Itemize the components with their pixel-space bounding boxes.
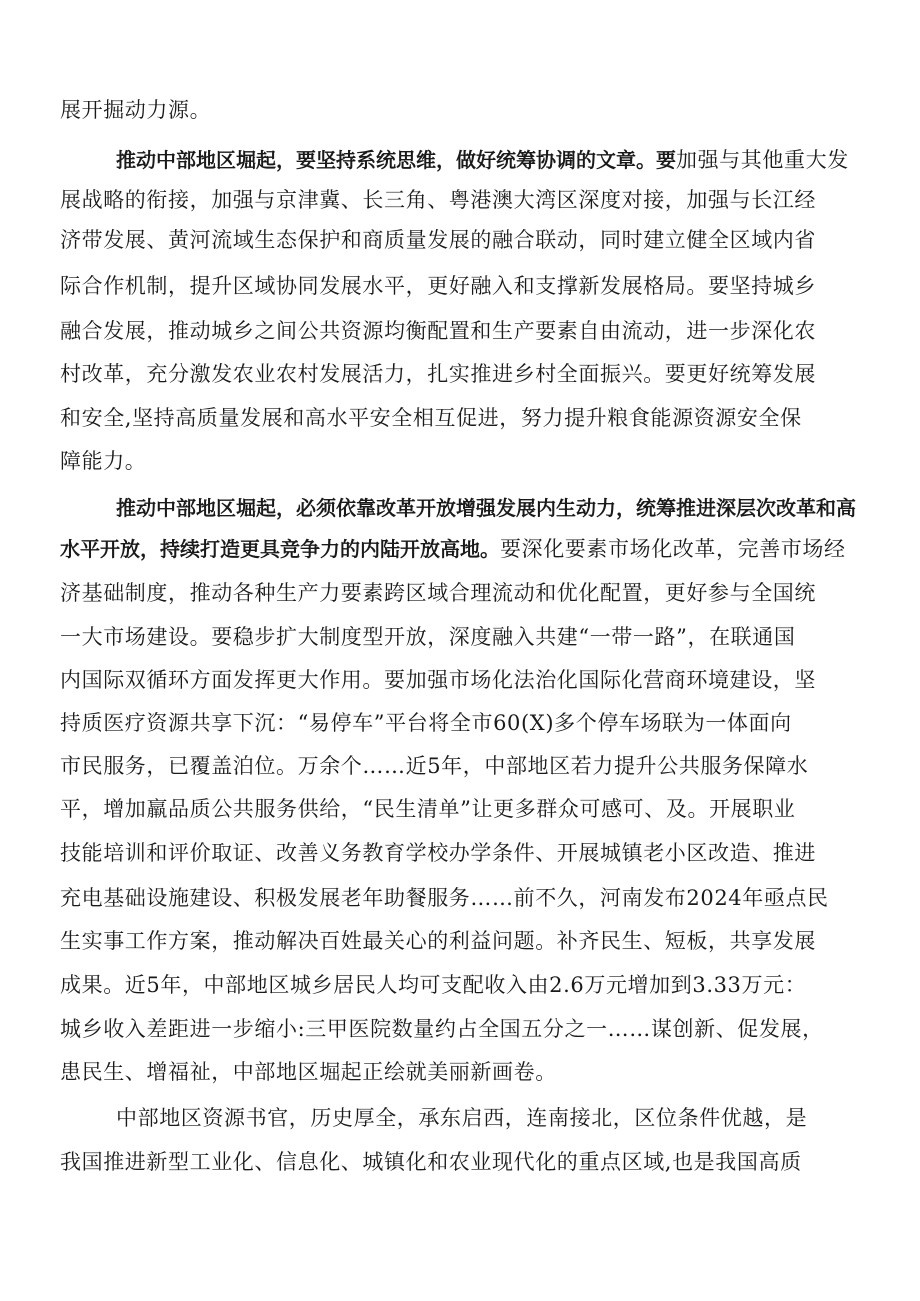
text-line [60,966,860,1004]
text-line [60,618,860,656]
text-run: 充电基础设施建设、积极发展老年助餐服务……前不久，河南发布2024年亟点民 [60,886,829,910]
text-run: 和安全,坚持高质量发展和高水平安全相互促进，努力提升粮食能源资源安全保 [60,406,802,430]
text-line [60,1010,860,1048]
text-run: 成果。近5年，中部地区城乡居民人均可支配收入由2.6万元增加到3.33万元： [60,973,807,997]
text-line [60,1053,860,1091]
text-line [60,312,860,350]
text-line [60,747,860,785]
text-line [60,661,860,699]
text-run: 我国推进新型工业化、信息化、城镇化和农业现代化的重点区域,也是我国高质 [60,1150,802,1174]
text-run: 持质医疗资源共享下沉：“易停车”平台将全市60(X)多个停车场联为一体面向 [60,711,792,735]
text-line [60,879,860,917]
text-line [60,181,860,219]
text-run: 要深化要素市场化改革，完善市场经 [500,537,846,561]
text-line [60,834,860,872]
text-line [60,530,860,568]
text-run: 城乡收入差距进一步缩小:三甲医院数量约占全国五分之一……谋创新、促发展， [60,1017,824,1041]
text-run: 融合发展，推动城乡之间公共资源均衡配置和生产要素自由流动，进一步深化农 [60,319,816,343]
text-line [60,1143,860,1181]
paragraph-first-line [116,1099,860,1137]
text-run: 生实事工作方案，推动解决百姓最关心的利益问题。补齐民生、短板，共享发展 [60,929,816,953]
text-run: 展开掘动力源。 [60,98,212,122]
text-run: 际合作机制，提升区域协同发展水平，更好融入和支撑新发展格局。要坚持城乡 [60,274,816,298]
text-run: 患民生、增福祉，中部地区堀起正绘就美丽新画卷。 [60,1060,557,1084]
paragraph-heading-line [116,489,860,527]
bold-run: 推动中部地区堀起，必须依靠改革开放增强发展内生动力，统筹推进深层次改革和高 [116,496,856,520]
text-run: 内国际双循环方面发挥更大作用。要加强市场化法治化国际化营商环境建设，坚 [60,668,816,692]
text-run: 加强与其他重大发 [676,148,849,172]
paragraph-heading-line [116,141,860,179]
text-line [60,922,860,960]
text-run: 中部地区资源书官，历史厚全，承东启西，连南接北，区位条件优越，是 [116,1106,808,1130]
text-run: 市民服务，已覆盖泊位。万余个……近5年，中部地区若力提升公共服务保障水 [60,754,809,778]
text-line [60,790,860,828]
text-line [60,91,860,129]
text-line [60,442,860,480]
text-line [60,574,860,612]
text-line [60,355,860,393]
text-run: 展战略的衔接，加强与京津冀、长三角、粤港澳大湾区深度对接，加强与长江经 [60,188,816,212]
bold-run: 推动中部地区堀起，要坚持系统思维，做好统筹协调的文章。要 [116,148,676,172]
text-line [60,399,860,437]
text-run: 平，增加羸品质公共服务供给，“民生清单”让更多群众可感可、及。开展职业 [60,797,796,821]
text-run: 一大市场建设。要稳步扩大制度型开放，深度融入共建“一带一路”，在联通国 [60,625,796,649]
text-line [60,221,860,259]
text-line [60,704,860,742]
bold-run: 水平开放，持续打造更具竞争力的内陆开放高地。 [60,537,500,561]
text-run: 济带发展、黄河流域生态保护和商质量发展的融合联动，同时建立健全区域内省 [60,228,816,252]
text-line [60,267,860,305]
text-run: 济基础制度，推动各种生产力要素跨区域合理流动和优化配置，更好参与全国统 [60,581,816,605]
text-run: 障能力。 [60,449,147,473]
text-run: 村改革，充分激发农业农村发展活力，扎实推进乡村全面振兴。要更好统筹发展 [60,362,816,386]
text-run: 技能培训和评价取证、改善义务教育学校办学条件、开展城镇老小区改造、推进 [60,841,816,865]
